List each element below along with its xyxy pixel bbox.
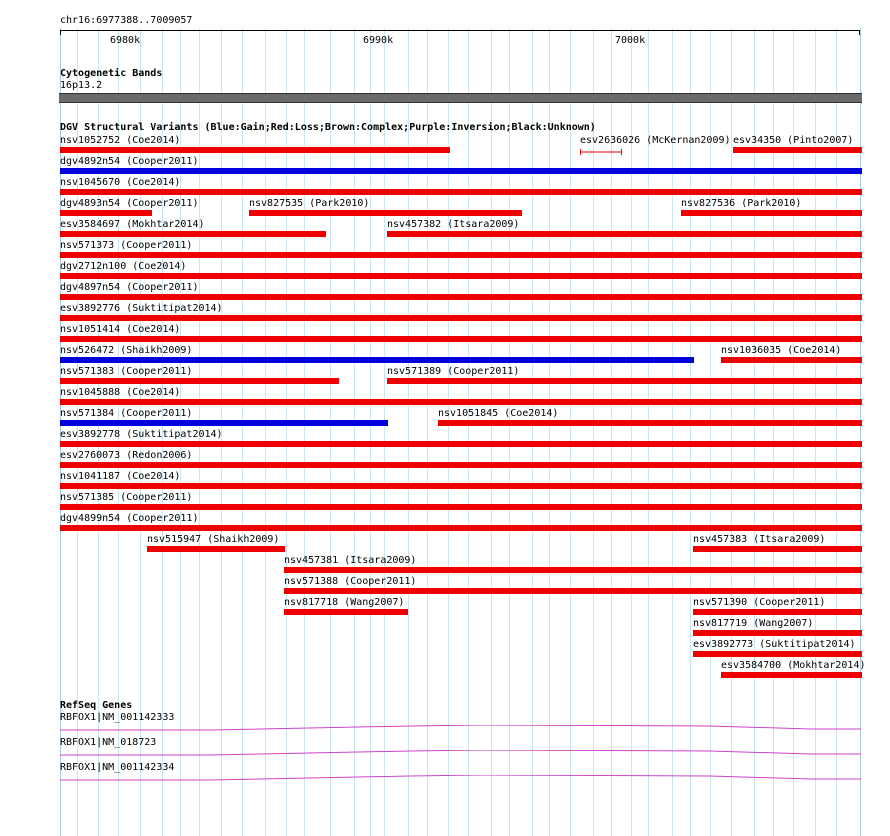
transcript-intron-line[interactable] xyxy=(60,775,862,783)
grid-line xyxy=(710,28,711,836)
variant-bar[interactable] xyxy=(387,378,862,384)
variant-label[interactable]: dgv2712n100 (Coe2014) xyxy=(60,261,187,272)
variant-label[interactable]: nsv1036035 (Coe2014) xyxy=(721,345,842,356)
variant-label[interactable]: nsv571390 (Cooper2011) xyxy=(693,597,826,608)
variant-label[interactable]: nsv827536 (Park2010) xyxy=(681,198,802,209)
cytoband-track-title: Cytogenetic Bands xyxy=(60,68,163,79)
variant-bar[interactable] xyxy=(693,546,862,552)
dgv-track-title: DGV Structural Variants (Blue:Gain;Red:Loss;Brown:Complex;Purple:Inversion;Black:Unknown) xyxy=(60,122,596,133)
ruler-tick-label: 7000k xyxy=(615,35,646,46)
variant-label[interactable]: nsv1045670 (Coe2014) xyxy=(60,177,181,188)
variant-bar[interactable] xyxy=(60,525,862,531)
ruler-axis xyxy=(60,30,860,31)
variant-bracket[interactable] xyxy=(580,147,622,153)
variant-label[interactable]: nsv571385 (Cooper2011) xyxy=(60,492,193,503)
grid-line xyxy=(491,28,492,836)
variant-label[interactable]: nsv1045888 (Coe2014) xyxy=(60,387,181,398)
variant-label[interactable]: esv3584700 (Mokhtar2014) xyxy=(721,660,866,671)
cytoband-label: 16p13.2 xyxy=(60,80,103,91)
variant-bar[interactable] xyxy=(60,252,862,258)
cytoband-ideogram[interactable] xyxy=(59,93,862,103)
variant-label[interactable]: esv2760073 (Redon2006) xyxy=(60,450,193,461)
variant-label[interactable]: nsv1052752 (Coe2014) xyxy=(60,135,181,146)
variant-label[interactable]: nsv457382 (Itsara2009) xyxy=(387,219,520,230)
variant-bar[interactable] xyxy=(721,357,862,363)
ruler-tick-label: 6980k xyxy=(110,35,141,46)
variant-label[interactable]: nsv571384 (Cooper2011) xyxy=(60,408,193,419)
variant-bar[interactable] xyxy=(681,210,862,216)
grid-line xyxy=(672,28,673,836)
variant-bar[interactable] xyxy=(60,399,862,405)
variant-bar[interactable] xyxy=(60,147,450,153)
variant-bar[interactable] xyxy=(60,504,862,510)
variant-label[interactable]: nsv817719 (Wang2007) xyxy=(693,618,814,629)
variant-bar[interactable] xyxy=(147,546,285,552)
region-label: chr16:6977388..7009057 xyxy=(60,15,193,26)
variant-label[interactable]: nsv526472 (Shaikh2009) xyxy=(60,345,193,356)
variant-label[interactable]: dgv4892n54 (Cooper2011) xyxy=(60,156,199,167)
variant-bar[interactable] xyxy=(693,630,862,636)
variant-bar[interactable] xyxy=(721,672,862,678)
variant-label[interactable]: nsv827535 (Park2010) xyxy=(249,198,370,209)
variant-bar[interactable] xyxy=(60,273,862,279)
variant-label[interactable]: nsv817718 (Wang2007) xyxy=(284,597,405,608)
grid-line xyxy=(468,28,469,836)
variant-bar[interactable] xyxy=(60,462,862,468)
variant-bar[interactable] xyxy=(60,231,326,237)
variant-label[interactable]: nsv457381 (Itsara2009) xyxy=(284,555,417,566)
variant-bar[interactable] xyxy=(284,588,862,594)
variant-bar[interactable] xyxy=(60,420,388,426)
ruler-tick-label: 6990k xyxy=(363,35,394,46)
grid-line xyxy=(509,28,510,836)
variant-bar[interactable] xyxy=(60,315,862,321)
ruler-tick xyxy=(60,30,61,35)
variant-bar[interactable] xyxy=(438,420,862,426)
variant-label[interactable]: nsv571373 (Cooper2011) xyxy=(60,240,193,251)
variant-label[interactable]: esv3892773 (Suktitipat2014) xyxy=(693,639,856,650)
variant-bar[interactable] xyxy=(60,189,862,195)
grid-line xyxy=(731,28,732,836)
grid-line xyxy=(549,28,550,836)
transcript-label[interactable]: RBFOX1|NM_001142333 xyxy=(60,712,175,723)
variant-bar[interactable] xyxy=(60,210,152,216)
variant-bar[interactable] xyxy=(60,336,862,342)
variant-label[interactable]: nsv457383 (Itsara2009) xyxy=(693,534,826,545)
variant-bar[interactable] xyxy=(60,378,339,384)
variant-bar[interactable] xyxy=(284,567,862,573)
variant-bar[interactable] xyxy=(693,609,862,615)
grid-line xyxy=(532,28,533,836)
grid-line xyxy=(648,28,649,836)
variant-label[interactable]: esv3892778 (Suktitipat2014) xyxy=(60,429,223,440)
grid-line xyxy=(570,28,571,836)
variant-bar[interactable] xyxy=(60,357,694,363)
refseq-track-title: RefSeq Genes xyxy=(60,700,133,711)
variant-bar[interactable] xyxy=(387,231,862,237)
variant-label[interactable]: nsv1051414 (Coe2014) xyxy=(60,324,181,335)
transcript-intron-line[interactable] xyxy=(60,725,862,733)
grid-line xyxy=(690,28,691,836)
variant-label[interactable]: esv2636026 (McKernan2009) xyxy=(580,135,731,146)
variant-label[interactable]: dgv4899n54 (Cooper2011) xyxy=(60,513,199,524)
variant-bar[interactable] xyxy=(284,609,408,615)
variant-label[interactable]: esv34350 (Pinto2007) xyxy=(733,135,854,146)
variant-label[interactable]: esv3584697 (Mokhtar2014) xyxy=(60,219,205,230)
variant-bar[interactable] xyxy=(733,147,862,153)
ruler-tick xyxy=(859,30,860,35)
variant-label[interactable]: nsv571383 (Cooper2011) xyxy=(60,366,193,377)
variant-bar[interactable] xyxy=(693,651,862,657)
grid-line xyxy=(631,28,632,836)
variant-bar[interactable] xyxy=(60,483,862,489)
variant-label[interactable]: nsv515947 (Shaikh2009) xyxy=(147,534,280,545)
transcript-label[interactable]: RBFOX1|NM_018723 xyxy=(60,737,157,748)
transcript-intron-line[interactable] xyxy=(60,750,862,758)
transcript-label[interactable]: RBFOX1|NM_001142334 xyxy=(60,762,175,773)
variant-bar[interactable] xyxy=(249,210,522,216)
variant-label[interactable]: esv3892776 (Suktitipat2014) xyxy=(60,303,223,314)
variant-bar[interactable] xyxy=(60,294,862,300)
variant-bar[interactable] xyxy=(60,441,862,447)
variant-label[interactable]: dgv4893n54 (Cooper2011) xyxy=(60,198,199,209)
variant-label[interactable]: nsv571389 (Cooper2011) xyxy=(387,366,520,377)
variant-label[interactable]: nsv1041187 (Coe2014) xyxy=(60,471,181,482)
variant-label[interactable]: dgv4897n54 (Cooper2011) xyxy=(60,282,199,293)
variant-label[interactable]: nsv1051845 (Coe2014) xyxy=(438,408,559,419)
variant-bar[interactable] xyxy=(60,168,862,174)
variant-label[interactable]: nsv571388 (Cooper2011) xyxy=(284,576,417,587)
